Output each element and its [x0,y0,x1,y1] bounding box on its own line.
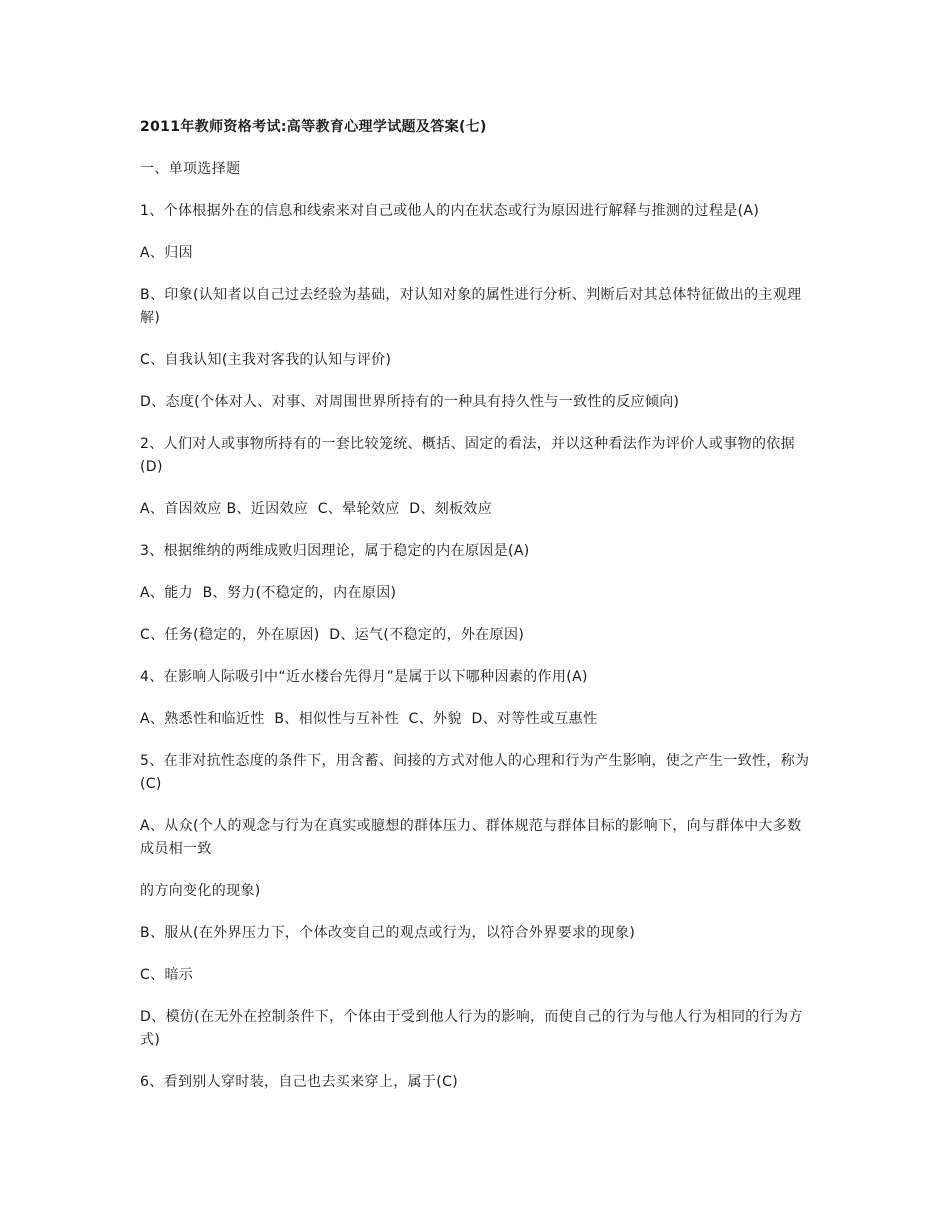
section-heading: 一、单项选择题 [140,161,241,177]
question-3-options-ab: A、能力 B、努力(不稳定的，内在原因) [140,585,397,601]
question-5-option-a: A、从众(个人的观念与行为在真实或臆想的群体压力、群体规范与群体目标的影响下，向与群体中大多数成员相一致 [140,818,802,857]
question-3: 3、根据维纳的两维成败归因理论，属于稳定的内在原因是(A) [140,543,530,559]
question-2-options: A、首因效应 B、近因效应 C、晕轮效应 D、刻板效应 [140,501,493,517]
question-1: 1、个体根据外在的信息和线索来对自己或他人的内在状态或行为原因进行解释与推测的过程是(A) [140,203,760,219]
question-2: 2、人们对人或事物所持有的一套比较笼统、概括、固定的看法，并以这种看法作为评价人或事物的依据(D) [140,436,796,475]
question-5-option-d: D、模仿(在无外在控制条件下，个体由于受到他人行为的影响，而使自己的行为与他人行为相同的行为方式) [140,1009,803,1048]
question-4: 4、在影响人际吸引中“近水楼台先得月”是属于以下哪种因素的作用(A) [140,669,588,685]
question-3-options-cd: C、任务(稳定的，外在原因) D、运气(不稳定的，外在原因) [140,627,525,643]
document-body [140,116,812,1113]
question-5-option-c: C、暗示 [140,967,194,983]
question-1-option-d: D、态度(个体对人、对事、对周围世界所持有的一种具有持久性与一致性的反应倾向) [140,394,680,410]
question-1-option-a: A、归因 [140,245,193,261]
question-5: 5、在非对抗性态度的条件下，用含蓄、间接的方式对他人的心理和行为产生影响，使之产生一致性，称为(C) [140,753,810,792]
question-6: 6、看到别人穿时装，自己也去买来穿上，属于(C) [140,1074,459,1090]
question-1-option-c: C、自我认知(主我对客我的认知与评价) [140,352,392,368]
question-4-options: A、熟悉性和临近性 B、相似性与互补性 C、外貌 D、对等性或互惠性 [140,711,598,727]
question-1-option-b: B、印象(认知者以自己过去经验为基础，对认知对象的属性进行分析、判断后对其总体特征做出的主观理解) [140,287,802,326]
question-5-option-b: B、服从(在外界压力下，个体改变自己的观点或行为，以符合外界要求的现象) [140,925,636,941]
document-title: 2011年教师资格考试:高等教育心理学试题及答案(七) [140,119,487,135]
question-5-option-a-continued: 的方向变化的现象) [140,883,261,899]
